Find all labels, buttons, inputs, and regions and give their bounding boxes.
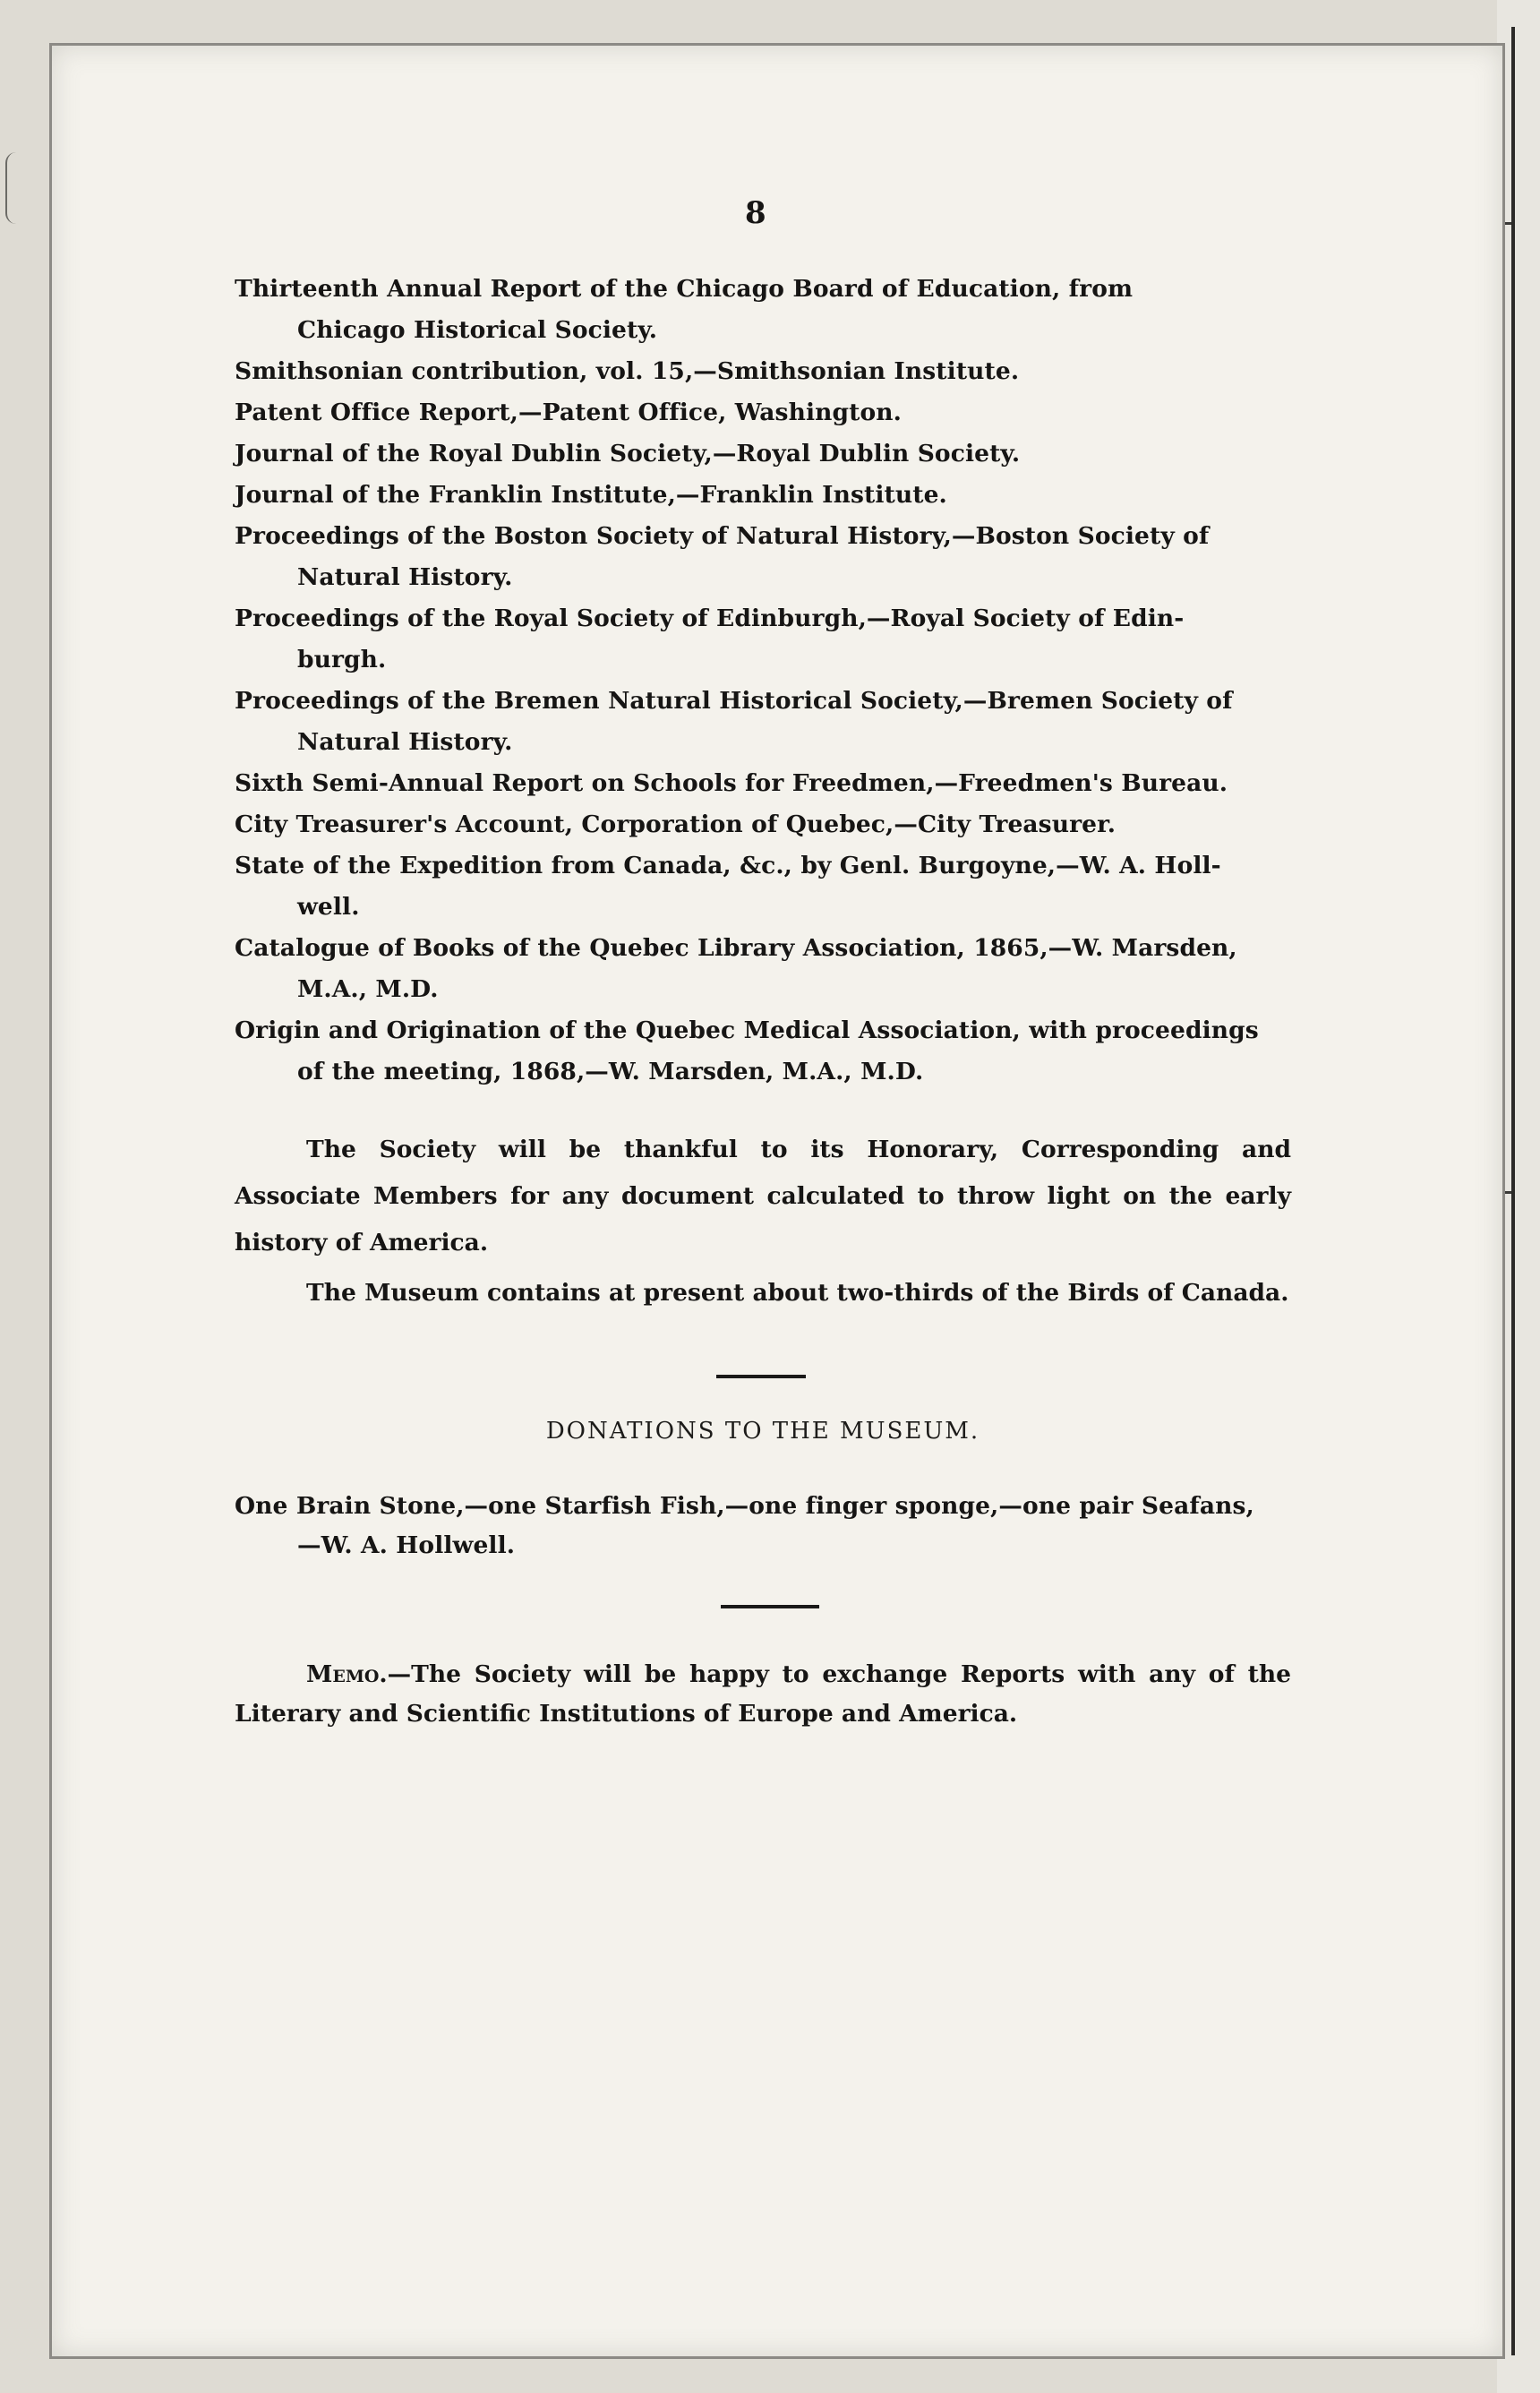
donations-heading: DONATIONS TO THE MUSEUM. — [545, 1418, 980, 1445]
list-item-text: Thirteenth Annual Report of the Chicago Board of Education, from — [235, 275, 1134, 303]
donation-list-item — [235, 598, 1354, 681]
list-item-text: Smithsonian contribution, vol. 15,—Smithsonian Institute. — [235, 357, 1020, 385]
left-margin-bracket — [5, 152, 18, 224]
donation-list-item — [235, 928, 1354, 1010]
list-item-text: Journal of the Royal Dublin Society,—Royal Dublin Society. — [235, 440, 1021, 467]
donation-list-item — [235, 351, 1354, 392]
list-item-text: Journal of the Franklin Institute,—Franklin Institute. — [235, 481, 947, 509]
donation-list-item — [235, 763, 1354, 804]
donation-list-item — [235, 433, 1354, 475]
list-item-continuation: burgh. — [297, 646, 387, 673]
donation-list-item — [235, 475, 1354, 516]
list-item-text: Patent Office Report,—Patent Office, Washington. — [235, 399, 902, 426]
donation-text: One Brain Stone,—one Starfish Fish,—one finger sponge,—one pair Seafans, — [235, 1492, 1254, 1520]
donation-credit: —W. A. Hollwell. — [297, 1531, 516, 1559]
list-item-text: City Treasurer's Account, Corporation of Quebec,—City Treasurer. — [235, 811, 1116, 838]
donation-list-item — [235, 804, 1354, 845]
list-item-continuation: well. — [297, 893, 360, 921]
donation-list-item — [235, 392, 1354, 433]
list-item-text: State of the Expedition from Canada, &c., by Genl. Burgoyne,—W. A. Holl- — [235, 852, 1221, 879]
museum-paragraph: The Museum contains at present about two-thirds of the Birds of Canada. — [306, 1279, 1289, 1307]
memo-text: —The Society will be happy to exchange Reports with any of the Literary and Scientific Institutions of Europe and America. — [235, 1660, 1291, 1728]
donation-list-item — [235, 516, 1354, 598]
donation-list-item — [235, 845, 1354, 928]
list-item-continuation: Chicago Historical Society. — [297, 316, 658, 344]
list-item-continuation: M.A., M.D. — [297, 975, 439, 1003]
list-item-text: Sixth Semi-Annual Report on Schools for Freedmen,—Freedmen's Bureau. — [235, 769, 1228, 797]
list-item-continuation: Natural History. — [297, 728, 513, 756]
list-item-continuation: of the meeting, 1868,—W. Marsden, M.A., M.D. — [297, 1058, 924, 1085]
list-item-text: Proceedings of the Boston Society of Natural History,—Boston Society of — [235, 522, 1210, 550]
list-item-text: Origin and Origination of the Quebec Medical Association, with proceedings — [235, 1016, 1259, 1044]
section-divider — [716, 1375, 806, 1378]
list-item-text: Catalogue of Books of the Quebec Library Association, 1865,—W. Marsden, — [235, 934, 1237, 962]
list-item-text: Proceedings of the Royal Society of Edinburgh,—Royal Society of Edin- — [235, 605, 1185, 632]
page-number: 8 — [745, 195, 766, 231]
donation-list-item — [235, 681, 1354, 763]
binding-edge-line — [1511, 27, 1515, 2355]
list-item-text: Proceedings of the Bremen Natural Historical Society,—Bremen Society of — [235, 687, 1233, 715]
section-divider — [721, 1605, 819, 1608]
donation-entry — [235, 1487, 1354, 1565]
donation-list-item — [235, 1010, 1354, 1093]
memo-paragraph — [235, 1655, 1291, 1734]
society-paragraph: The Society will be thankful to its Honorary, Corresponding and Associate Members for any document calculated to throw light on the early history of America. — [235, 1136, 1291, 1257]
list-item-continuation: Natural History. — [297, 563, 513, 591]
donation-list-item — [235, 269, 1354, 351]
memo-label: Memo. — [306, 1660, 388, 1688]
